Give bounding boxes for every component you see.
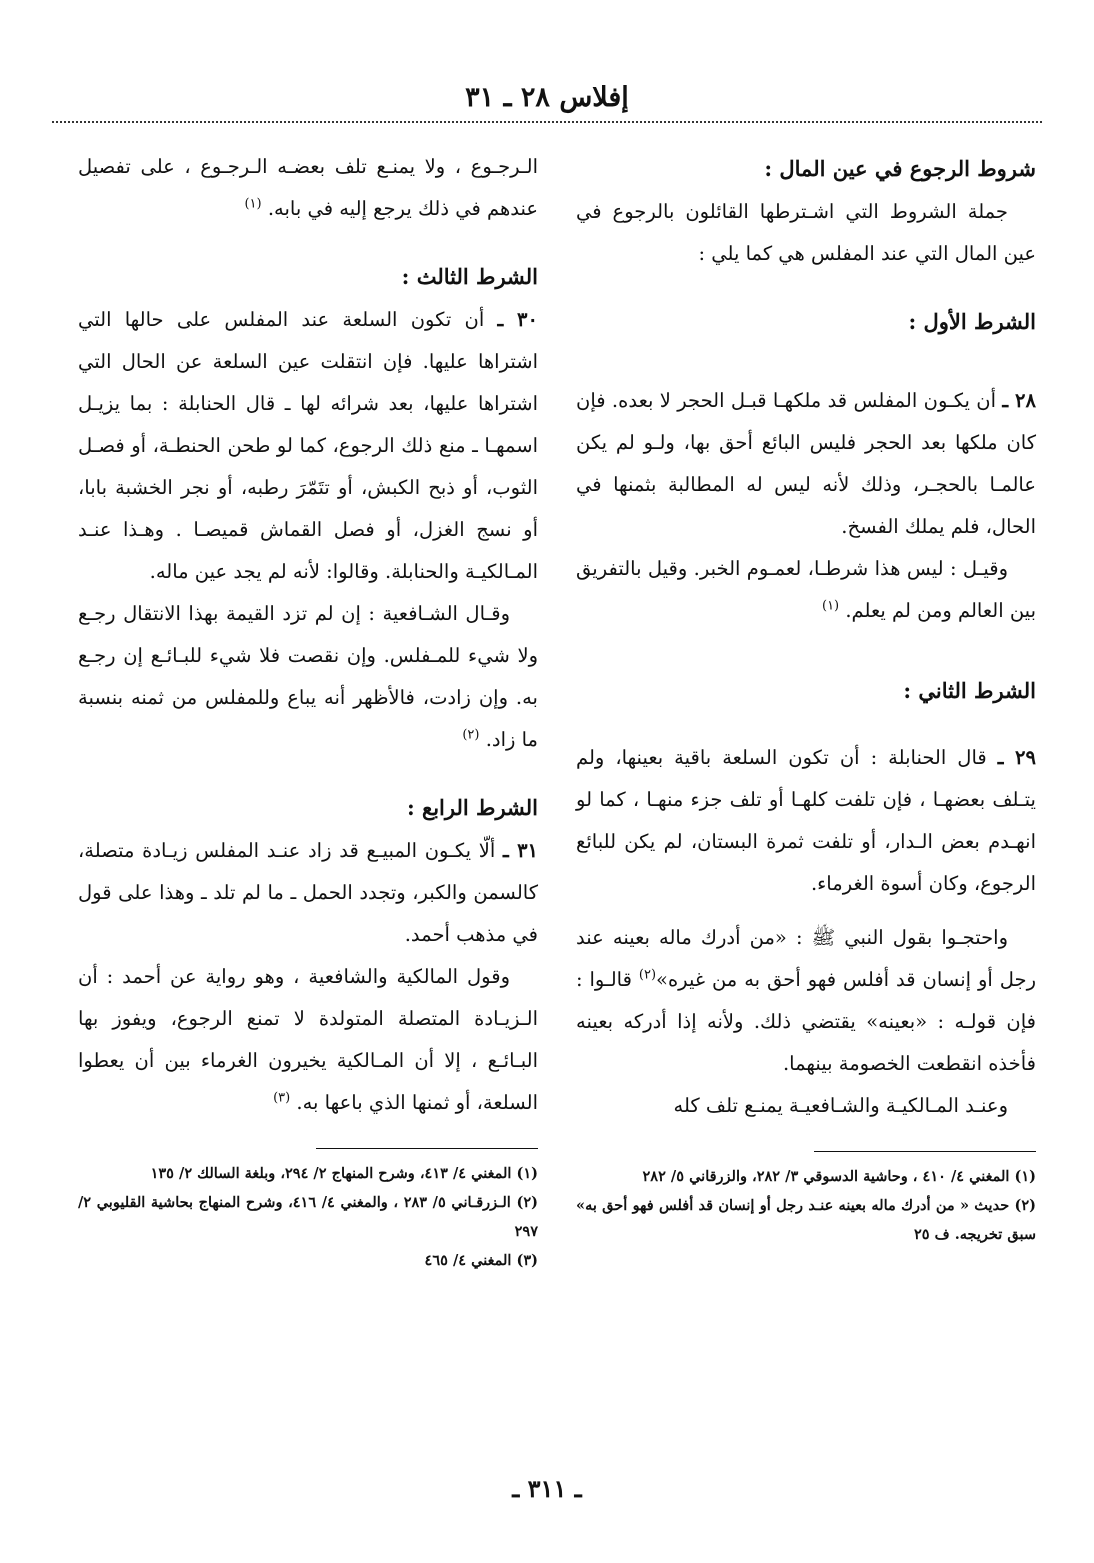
- condition-4-heading: الشرط الرابع :: [406, 795, 538, 820]
- condition-2-heading: الشرط الثاني :: [903, 678, 1036, 703]
- footnote-ref: (٣): [273, 1090, 291, 1106]
- paragraph-number: ٣٠ ـ: [497, 308, 538, 331]
- footnote-3: (٣) المغني ٤/ ٤٦٥: [424, 1252, 538, 1269]
- footnote-ref: (١): [244, 196, 262, 212]
- section-heading: شروط الرجوع في عين المال :: [764, 156, 1036, 181]
- footnote-rule: [814, 1151, 1036, 1152]
- footnote-ref: (٢): [638, 967, 657, 983]
- intro-paragraph: جملة الشروط التي اشـترطها القائلون بالرجوع في عين المال التي عند المفلس هي كما يلي :: [576, 200, 1036, 265]
- paragraph-text: أن يكـون المفلس قد ملكهـا قبـل الحجر لا بعده. فإن كان ملكها بعد الحجر فليس البائع أحق بها، ولـو لم يكن عالمـا بالحجـر، وذلك لأنه ليس له المطالبة بثمنها في الحال، فلم يملك الفسخ.: [576, 389, 1036, 538]
- header-divider: [52, 121, 1042, 123]
- paragraph-text: وقيـل : ليس هذا شرطـا، لعمـوم الخبر. وقيل بالتفريق بين العالم ومن لم يعلم.: [576, 557, 1036, 622]
- paragraph-text: أن تكون السلعة عند المفلس على حالها التي اشتراها عليها. فإن انتقلت عين السلعة عن الحال التي اشتراها عليها، بعد شرائه لها ـ قال الحنابلة : بما يزيـل اسمهـا ـ منع ذلك الرجوع، كما لو طحن الحنطـة، أو فصـل الثوب، أو ذبح الكبش، أو تتَمّرَ رطبه، أو نجر الخشبة بابا، أو نسج الغزل، أو فصل القماش قميصـا . وهـذا عنـد المـالكيـة والحنابلة. وقالوا: لأنه لم يجد عين ماله.: [78, 308, 538, 583]
- footnote-1: (١) المغني ٤/ ٤١٠ ، وحاشية الدسوقي ٣/ ٢٨٢، والزرقاني ٥/ ٢٨٢: [642, 1168, 1036, 1185]
- paragraph-text: وقول المالكية والشافعية ، وهو رواية عن أحمد : أن الـزيـادة المتصلة المتولدة لا تمنع الرجوع، ويفوز بها البـائـع ، إلا أن المـالكية يخيرون الغرماء بين أن يعطوا السلعة، أو ثمنها الذي باعها به.: [78, 965, 538, 1114]
- paragraph-30-shafii: [78, 593, 538, 761]
- condition-3-heading: الشرط الثالث :: [401, 264, 538, 289]
- page-number: ـ ٣١١ ـ: [512, 1474, 582, 1503]
- footnote-2: (٢) حديث « من أدرك ماله بعينه عنـد رجل أو إنسان قد أفلس فهو أحق به» سبق تخريجه. ف ٢٥: [576, 1197, 1036, 1243]
- running-header: إفلاس ٢٨ ـ ٣١: [465, 82, 629, 113]
- paragraph-29-hadith: [576, 917, 1036, 1085]
- paragraph-29: [576, 737, 1036, 905]
- paragraph-text: قالـوا : فإن قولـه : «بعينه» يقتضي ذلك. ولأنه إذا أدركه بعينه فأخذه انقطعت الخصومة بينهما.: [576, 968, 1036, 1075]
- paragraph-text: واحتجـوا بقول النبي ﷺ : «من أدرك ماله بعينه عند رجل أو إنسان قد أفلس فهو أحق به من غيره»: [576, 926, 1036, 991]
- paragraph-28-opinion: [576, 548, 1036, 632]
- paragraph-text: الـرجـوع ، ولا يمنـع تلف بعضـه الـرجـوع ، على تفصيل عندهم في ذلك يرجع إليه في بابه.: [78, 155, 538, 220]
- paragraph-text: وقـال الشـافعية : إن لم تزد القيمة بهذا الانتقال رجـع ولا شيء للمـفلس. وإن نقصت فلا شيء للبـائـع إن رجـع به. وإن زادت، فالأظهر أنه يباع وللمفلس من ثمنه بنسبة ما زاد.: [78, 602, 538, 751]
- paragraph-text: قال الحنابلة : أن تكون السلعة باقية بعينها، ولم يتـلف بعضهـا ، فإن تلفت كلهـا أو تلف جزء منهـا ، كما لو انهـدم بعض الـدار، أو تلفت ثمرة البستان، لم يكن للبائع الرجوع، وكان أسوة الغرماء.: [576, 746, 1036, 895]
- paragraph-31: [78, 830, 538, 956]
- paragraph-31-maliki: [78, 956, 538, 1124]
- continued-paragraph: [78, 146, 538, 230]
- right-column: [576, 146, 1036, 1249]
- paragraph-number: ٣١ ـ: [503, 839, 539, 862]
- footnote-ref: (٢): [462, 727, 480, 743]
- condition-1-heading: الشرط الأول :: [908, 309, 1036, 334]
- paragraph-number: ٢٩ ـ: [997, 746, 1036, 769]
- footnote-1: (١) المغني ٤/ ٤١٣، وشرح المنهاج ٢/ ٢٩٤، وبلغة السالك ٢/ ١٣٥: [150, 1165, 538, 1182]
- footnote-2: (٢) الـزرقـاني ٥/ ٢٨٣ ، والمغني ٤/ ٤١٦، وشرح المنهاج بحاشية القليوبي ٢/ ٢٩٧: [78, 1194, 538, 1240]
- paragraph-text: ألّا يكـون المبيـع قد زاد عنـد المفلس زيـادة متصلة، كالسمن والكبر، وتجدد الحمل ـ ما لم تلد ـ وهذا على قول في مذهب أحمد.: [78, 839, 538, 946]
- paragraph-30: [78, 299, 538, 593]
- paragraph-number: ٢٨ ـ: [1002, 389, 1036, 412]
- footnote-ref: (١): [821, 598, 840, 614]
- paragraph-28: [576, 380, 1036, 548]
- left-column: [78, 146, 538, 1275]
- paragraph-29-continued: وعنـد المـالكيـة والشـافعيـة يمنـع تلف كله: [673, 1094, 1008, 1117]
- footnote-rule: [316, 1148, 538, 1149]
